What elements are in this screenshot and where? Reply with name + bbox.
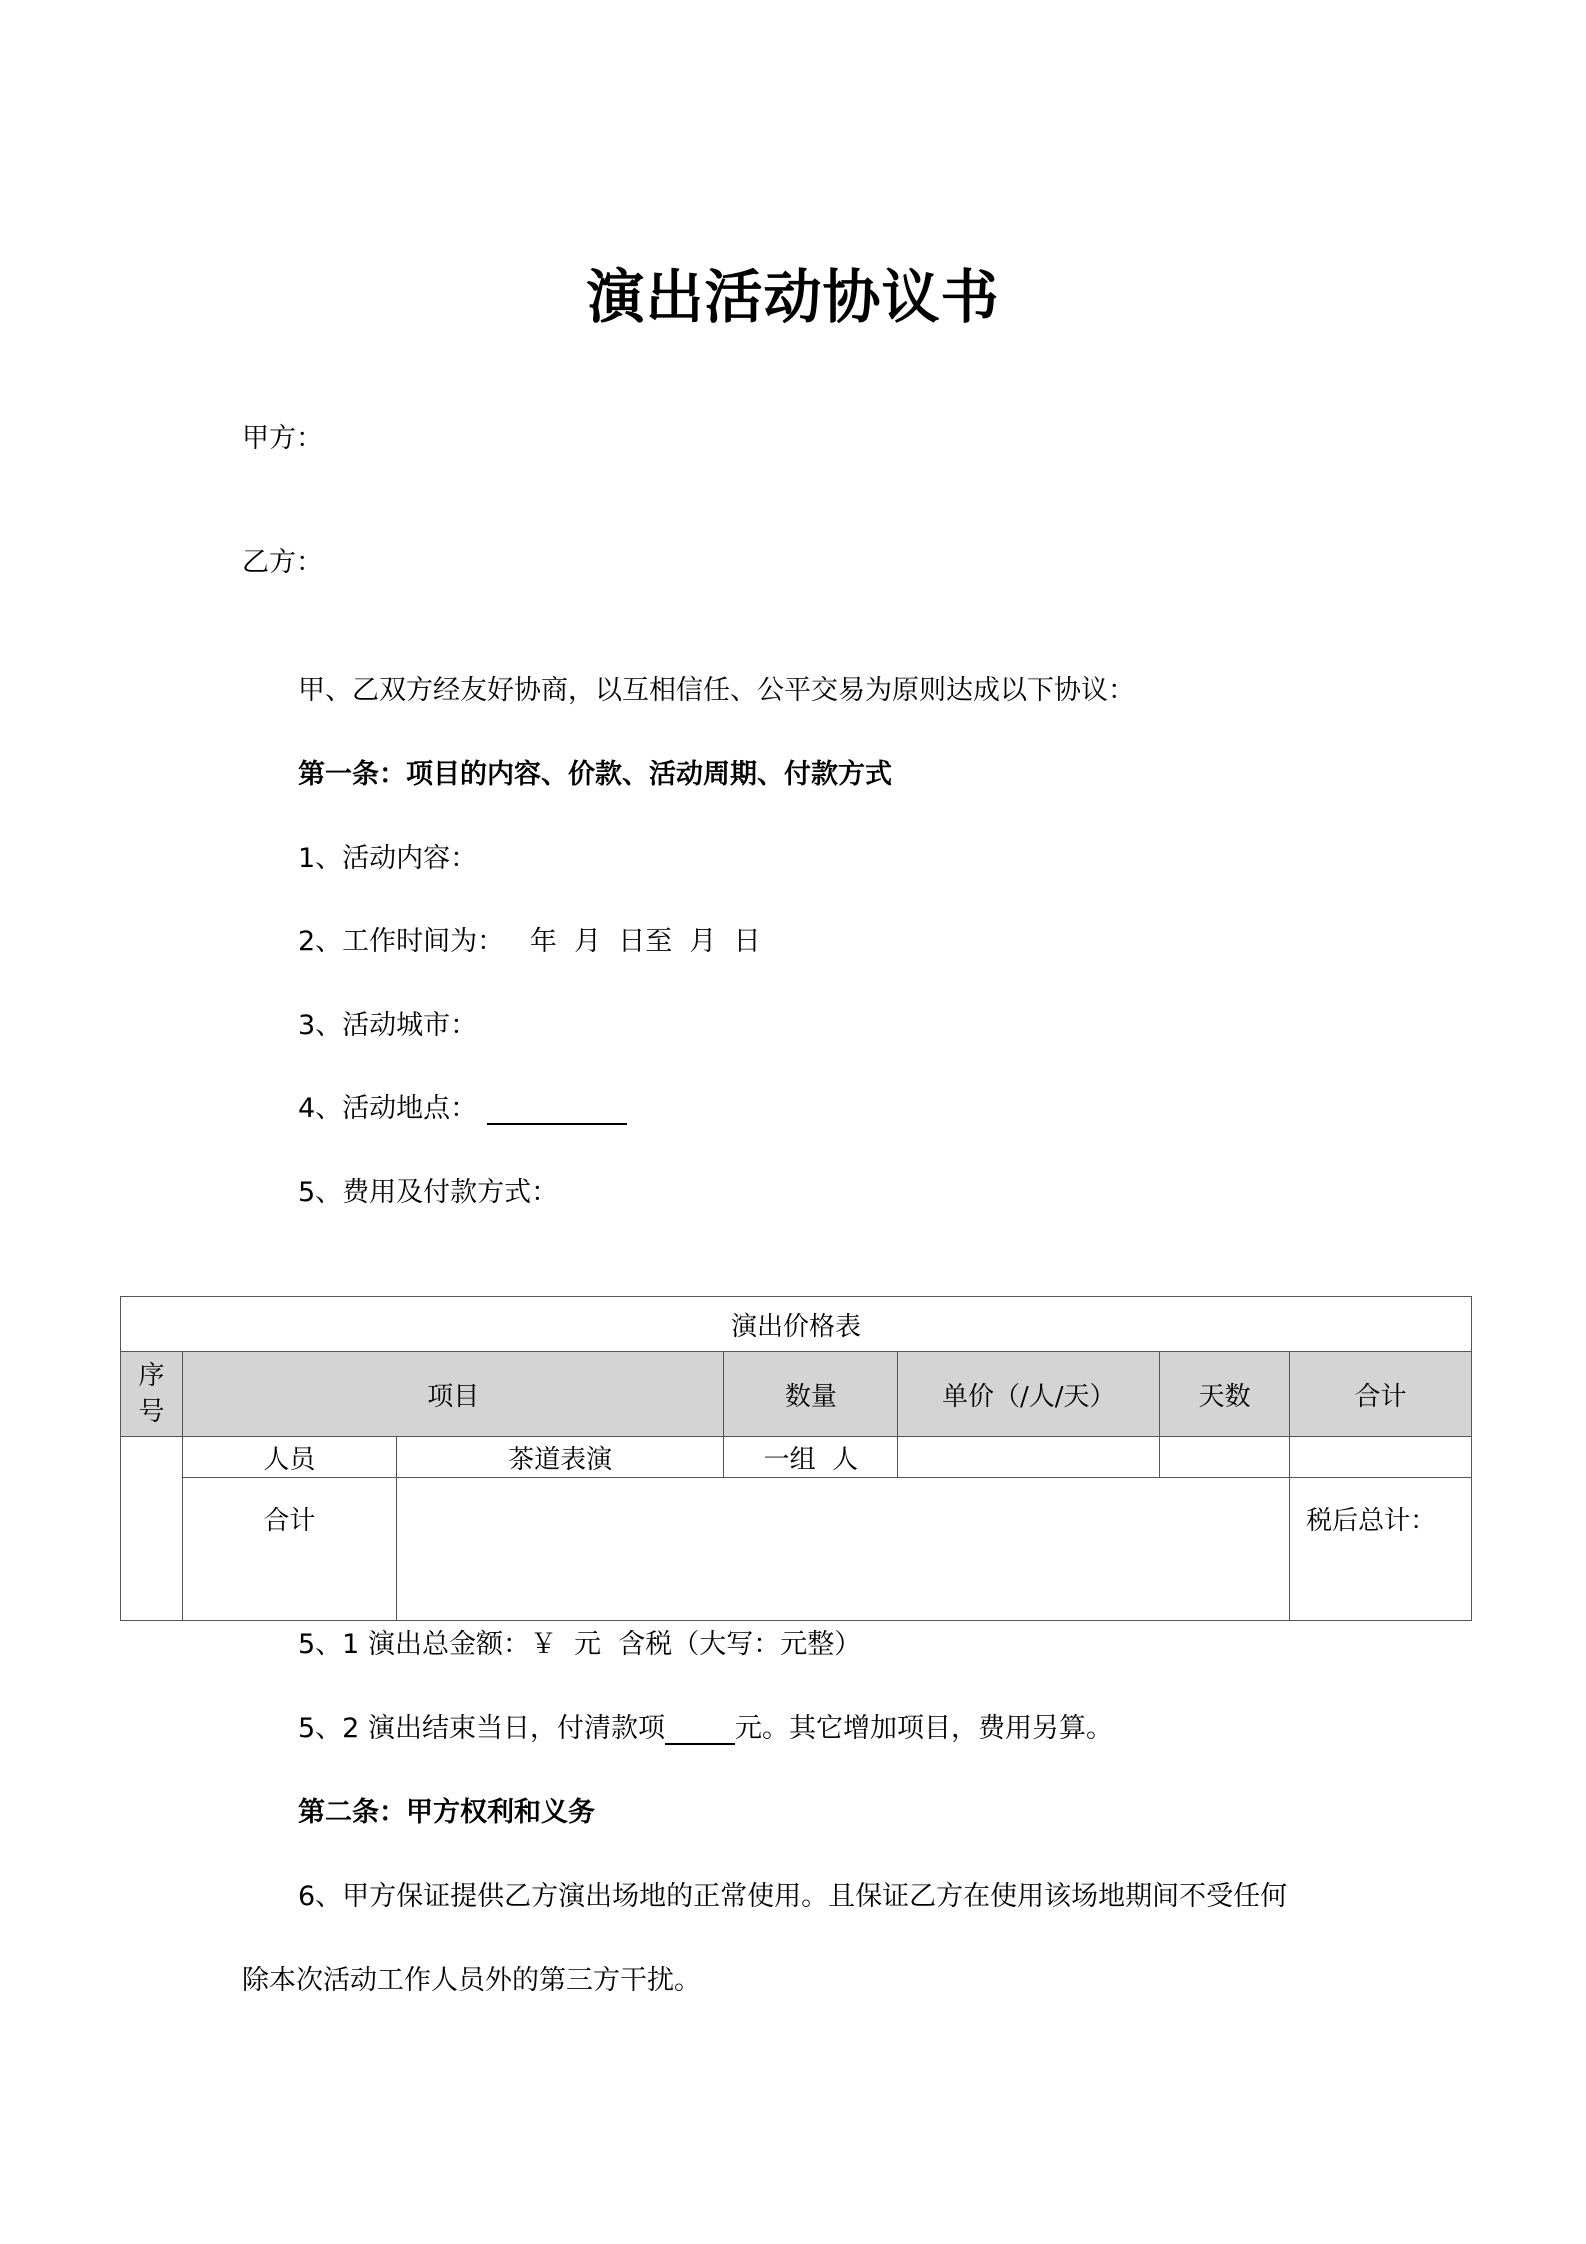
item-activity-location [298,1086,627,1125]
item-activity-city: 3、活动城市： [298,1010,478,1041]
header-seq-line2: 号 [138,1397,165,1427]
table-caption: 演出价格表 [121,1297,1472,1352]
header-days: 天数 [1160,1352,1290,1437]
document-title: 演出活动协议书 [586,263,1000,331]
header-item: 项目 [182,1352,724,1437]
clause-5-1-text: 5、1 演出总金额：￥ 元 含税（大写：元整） [298,1629,862,1660]
row-days [1160,1437,1290,1478]
header-seq-line1: 序 [138,1361,165,1391]
item-activity-location-text: 4、活动地点： [298,1093,478,1124]
row-category: 人员 [182,1437,396,1478]
clause-5-1 [298,1622,861,1661]
location-blank-line [487,1095,627,1125]
item-activity-content: 1、活动内容： [298,843,478,874]
intro-paragraph: 甲、乙双方经友好协商，以互相信任、公平交易为原则达成以下协议： [298,675,1135,706]
article-1-heading: 第一条：项目的内容、价款、活动周期、付款方式 [298,759,892,790]
total-amount [396,1478,1289,1621]
row-unit-price [898,1437,1160,1478]
row-quantity: 一组 人 [724,1437,898,1478]
row-item: 茶道表演 [396,1437,724,1478]
clause-5-2 [298,1706,1113,1745]
clause-5-2-after: 元。其它增加项目，费用另算。 [734,1713,1113,1744]
clause-6-line1: 6、甲方保证提供乙方演出场地的正常使用。且保证乙方在使用该场地期间不受任何 [298,1881,1288,1912]
header-seq [121,1352,183,1437]
payment-blank-line [665,1715,735,1745]
article-2-heading: 第二条：甲方权利和义务 [298,1797,595,1828]
total-label: 合计 [182,1478,396,1621]
item-work-time-text: 2、工作时间为： 年 月 日至 月 日 [298,926,761,957]
party-b-label: 乙方： [242,547,323,578]
clause-6-line2: 除本次活动工作人员外的第三方干扰。 [242,1965,701,1996]
item-work-time [298,919,761,958]
clause-5-2-before: 5、2 演出结束当日，付清款项 [298,1713,665,1744]
header-total: 合计 [1290,1352,1472,1437]
price-table [120,1296,1472,1621]
item-payment-method: 5、费用及付款方式： [298,1177,559,1208]
header-quantity: 数量 [724,1352,898,1437]
row-total [1290,1437,1472,1478]
after-tax-total: 税后总计： [1290,1478,1472,1621]
party-a-label: 甲方： [242,423,323,454]
header-unit-price: 单价（/人/天） [898,1352,1160,1437]
seq-cell-empty [121,1437,183,1621]
